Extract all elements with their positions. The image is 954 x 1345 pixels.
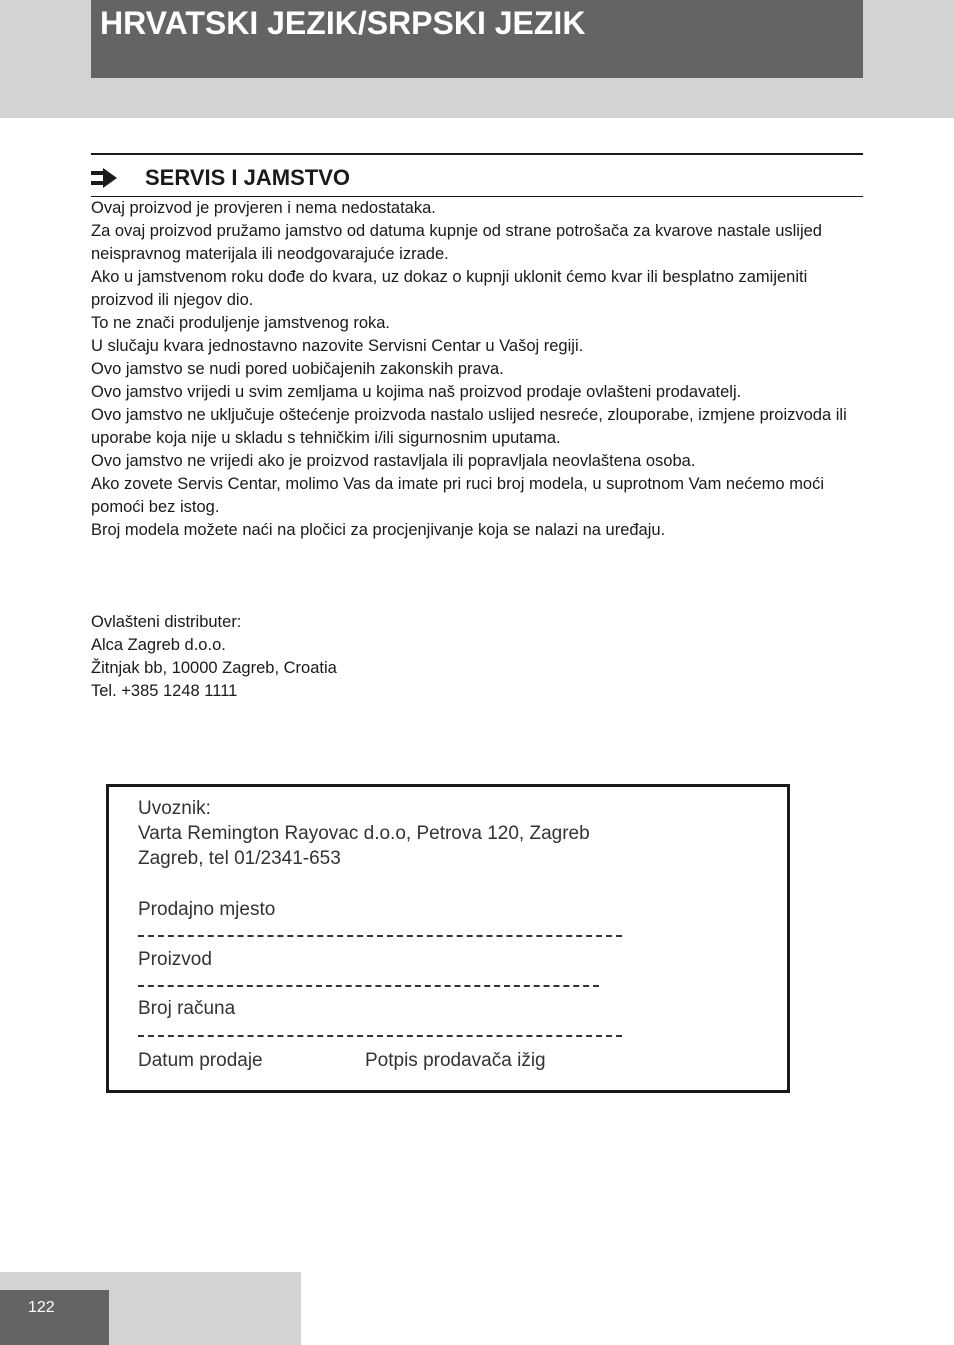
- sale-place-label: Prodajno mjesto: [138, 899, 276, 920]
- paragraph: Ovo jamstvo se nudi pored uobičajenih zakonskih prava.: [91, 360, 504, 378]
- distributor-company: Alca Zagreb d.o.o.: [91, 636, 226, 654]
- page-title: HRVATSKI JEZIK/SRPSKI JEZIK: [100, 5, 586, 41]
- product-label: Proizvod: [138, 949, 212, 970]
- importer-line-1: Varta Remington Rayovac d.o.o, Petrova 120, Zagreb: [138, 823, 590, 844]
- sale-date-label: Datum prodaje: [138, 1050, 263, 1071]
- signature-label: Potpis prodavača ižig: [365, 1050, 546, 1071]
- right-arrow-icon: [91, 168, 117, 188]
- warranty-card: [106, 784, 790, 1093]
- section-divider-top: [91, 153, 863, 155]
- invoice-label: Broj računa: [138, 998, 236, 1019]
- paragraph: Ovo jamstvo vrijedi u svim zemljama u kojima naš proizvod prodaje ovlašteni prodavatelj.: [91, 383, 742, 401]
- page-number: 122: [28, 1299, 55, 1316]
- paragraph: Ovaj proizvod je provjeren i nema nedostataka.: [91, 199, 436, 217]
- invoice-line: [138, 1035, 622, 1037]
- distributor-label: Ovlašteni distributer:: [91, 613, 242, 631]
- product-line: [138, 985, 599, 987]
- sale-place-line: [138, 935, 622, 937]
- paragraph: Ovo jamstvo ne uključuje oštećenje proizvoda nastalo uslijed nesreće, zlouporabe, izmjene proizvoda ili uporabe koja nije u skladu s tehničkim i/ili sigurnosnim uputama.: [91, 406, 847, 447]
- importer-line-2: Zagreb, tel 01/2341-653: [138, 848, 341, 869]
- page-number-box: [0, 1290, 109, 1345]
- paragraph: Broj modela možete naći na pločici za procjenjivanje koja se nalazi na uređaju.: [91, 521, 666, 539]
- paragraph: Ovo jamstvo ne vrijedi ako je proizvod rastavljala ili popravljala neovlaštena osoba.: [91, 452, 696, 470]
- section-title: SERVIS I JAMSTVO: [145, 165, 350, 190]
- distributor-address: Žitnjak bb, 10000 Zagreb, Croatia: [91, 659, 337, 677]
- section-heading: [91, 162, 350, 194]
- paragraph: Za ovaj proizvod pružamo jamstvo od datuma kupnje od strane potrošača za kvarove nastale uslijed neispravnog materijala ili neodgovarajuće izrade.: [91, 222, 822, 263]
- paragraph: Ako zovete Servis Centar, molimo Vas da imate pri ruci broj modela, u suprotnom Vam nećemo moći pomoći bez istog.: [91, 475, 825, 516]
- header-title-box: [91, 0, 863, 78]
- distributor-info: [91, 611, 491, 703]
- warranty-text: [91, 197, 863, 542]
- paragraph: U slučaju kvara jednostavno nazovite Servisni Centar u Vašoj regiji.: [91, 337, 584, 355]
- paragraph: To ne znači produljenje jamstvenog roka.: [91, 314, 391, 332]
- paragraph: Ako u jamstvenom roku dođe do kvara, uz dokaz o kupnji uklonit ćemo kvar ili besplatno zamijeniti proizvod ili njegov dio.: [91, 268, 808, 309]
- distributor-phone: Tel. +385 1248 1111: [91, 682, 238, 700]
- importer-label: Uvoznik:: [138, 798, 211, 819]
